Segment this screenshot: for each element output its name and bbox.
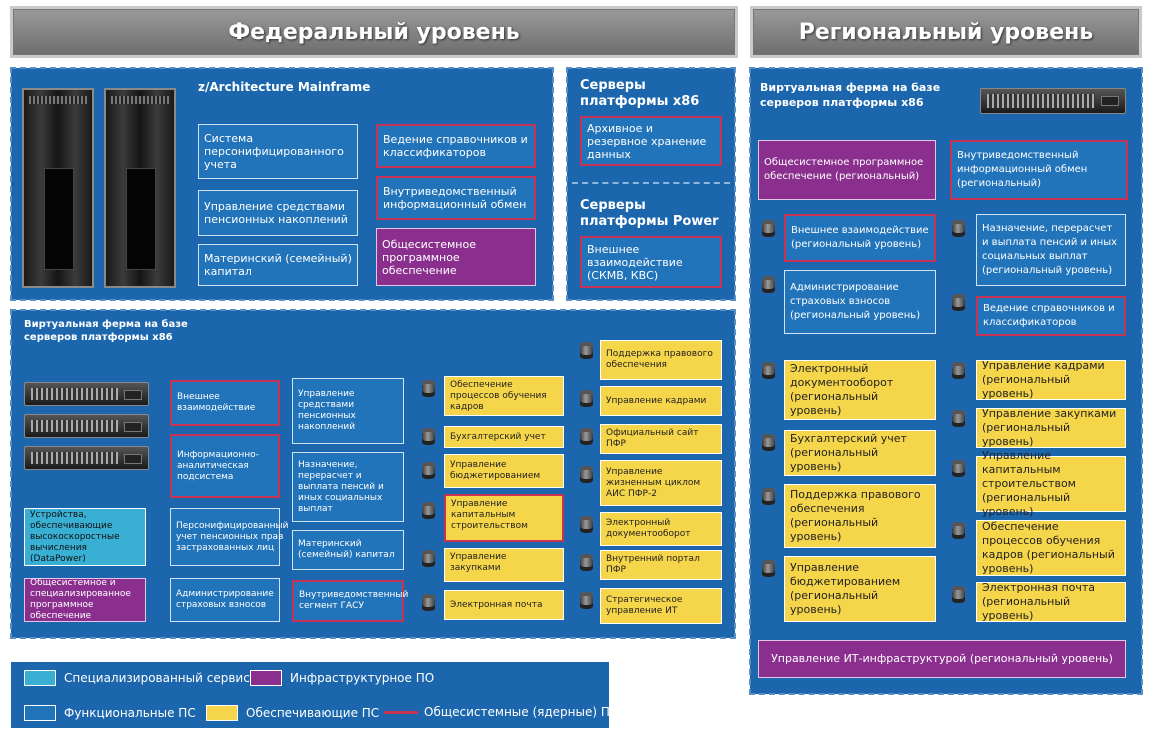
database-icon [422,380,435,397]
fed-support-box: Бухгалтерский учет [444,426,564,448]
database-icon [762,220,775,237]
fed-support-box: Поддержка правового обеспечения [600,340,722,380]
regional-level-title: Региональный уровень [798,19,1094,45]
database-icon [952,410,965,427]
mainframe-core-box: Внутриведомственный информационный обмен [376,176,536,220]
database-icon [422,502,435,519]
it-infrastructure-box: Управление ИТ-инфраструктурой (региональный уровень) [758,640,1126,678]
database-icon [580,592,593,609]
legend-label: Специализированный сервис [64,671,250,685]
regional-support-box: Управление кадрами (региональный уровень) [976,360,1126,400]
server-icon [980,88,1126,114]
database-icon [952,294,965,311]
database-icon [580,466,593,483]
database-icon [580,428,593,445]
fed-support-box: Электронный документооборот [600,512,722,546]
archive-storage-box: Архивное и резервное хранение данных [580,116,722,166]
database-icon [580,342,593,359]
regional-functional-box: Администрирование страховых взносов (региональный уровень) [784,270,936,334]
infra-software-box: Общесистемное и специализированное программное обеспечение [24,578,146,622]
federal-level-header [10,6,738,58]
fed-support-core-box: Управление капитальным строительством [444,494,564,542]
federal-farm-title: Виртуальная ферма на базе серверов платформы x86 [24,319,188,343]
regional-support-box: Управление капитальным строительством (региональный уровень) [976,456,1126,512]
regional-farm-title: Виртуальная ферма на базе серверов платформы x86 [760,81,941,109]
federal-level-title: Федеральный уровень [228,19,520,45]
regional-support-box: Управление бюджетированием (региональный уровень) [784,556,936,622]
fed-functional-box: Управление средствами пенсионных накоплений [292,378,404,444]
database-icon [422,550,435,567]
database-icon [952,522,965,539]
fed-functional-box: Назначение, перерасчет и выплата пенсий и иных социальных выплат [292,452,404,522]
regional-core-box: Внешнее взаимодействие (региональный уровень) [784,214,936,262]
fed-support-box: Управление кадрами [600,386,722,416]
database-icon [952,362,965,379]
fed-support-box: Официальный сайт ПФР [600,424,722,454]
database-icon [762,362,775,379]
database-icon [762,488,775,505]
mainframe-box: Система персонифицированного учета [198,124,358,179]
legend-label: Обеспечивающие ПС [246,706,380,720]
regional-core-box: Ведение справочников и классификаторов [976,296,1126,336]
database-icon [580,554,593,571]
fed-functional-box: Персонифицированный учет пенсионных прав застрахованных лиц [170,508,280,566]
database-icon [952,220,965,237]
regional-level-header [750,6,1142,58]
regional-functional-box: Назначение, перерасчет и выплата пенсий и иных социальных выплат (региональный уровень) [976,214,1126,286]
server-icon [24,382,149,406]
legend-item-special [24,670,250,686]
fed-support-box: Внутренний портал ПФР [600,550,722,580]
power-servers-title: Серверы платформы Power [580,198,719,229]
fed-support-box: Электронная почта [444,590,564,620]
legend-swatch [206,705,238,721]
legend-item-core [384,705,618,719]
fed-support-box: Обеспечение процессов обучения кадров [444,376,564,416]
regional-infra-box: Общесистемное программное обеспечение (региональный) [758,140,936,200]
regional-support-box: Электронная почта (региональный уровень) [976,582,1126,622]
mainframe-core-box: Ведение справочников и классификаторов [376,124,536,168]
database-icon [580,516,593,533]
regional-exchange-box: Внутриведомственный информационный обмен (региональный) [950,140,1128,200]
database-icon [762,276,775,293]
servers-divider [572,182,730,184]
regional-support-box: Электронный документооборот (региональный уровень) [784,360,936,420]
regional-support-box: Бухгалтерский учет (региональный уровень) [784,430,936,476]
mainframe-title: z/Architecture Mainframe [198,80,371,94]
gasu-segment-box: Внутриведомственный сегмент ГАСУ [292,580,404,622]
x86-servers-title: Серверы платформы x86 [580,78,700,109]
legend-label: Общесистемные (ядерные) ПС [424,705,619,719]
database-icon [422,594,435,611]
mainframe-box: Управление средствами пенсионных накоплений [198,190,358,236]
database-icon [762,434,775,451]
legend-label: Функциональные ПС [64,706,196,720]
legend-swatch [24,705,56,721]
legend-label: Инфраструктурное ПО [290,671,435,685]
fed-core-box: Внешнее взаимодействие [170,380,280,426]
fed-support-box: Управление закупками [444,548,564,582]
legend-line [384,711,418,714]
server-icon [24,446,149,470]
mainframe-infra-box: Общесистемное программное обеспечение [376,228,536,286]
mainframe-box: Материнский (семейный) капитал [198,244,358,286]
database-icon [580,390,593,407]
server-icon [24,414,149,438]
regional-support-box: Поддержка правового обеспечения (региональный уровень) [784,484,936,548]
fed-core-box: Информационно-аналитическая подсистема [170,434,280,498]
fed-functional-box: Администрирование страховых взносов [170,578,280,622]
regional-support-box: Обеспечение процессов обучения кадров (региональный уровень) [976,520,1126,576]
database-icon [762,560,775,577]
legend-item-functional [24,705,196,721]
database-icon [952,460,965,477]
legend-item-support [206,705,379,721]
fed-support-box: Управление бюджетированием [444,454,564,488]
database-icon [952,586,965,603]
database-icon [422,428,435,445]
external-interaction-box: Внешнее взаимодействие (СКМВ, КВС) [580,236,722,288]
mainframe-rack-1 [22,88,94,288]
special-service-box: Устройства, обеспечивающие высокоскоростные вычисления (DataPower) [24,508,146,566]
legend-item-infra [250,670,434,686]
regional-support-box: Управление закупками (региональный уровень) [976,408,1126,448]
fed-functional-box: Материнский (семейный) капитал [292,530,404,570]
legend-swatch [250,670,282,686]
legend-swatch [24,670,56,686]
database-icon [422,462,435,479]
fed-support-box: Стратегическое управление ИТ [600,588,722,624]
fed-support-box: Управление жизненным циклом АИС ПФР-2 [600,460,722,506]
mainframe-rack-2 [104,88,176,288]
